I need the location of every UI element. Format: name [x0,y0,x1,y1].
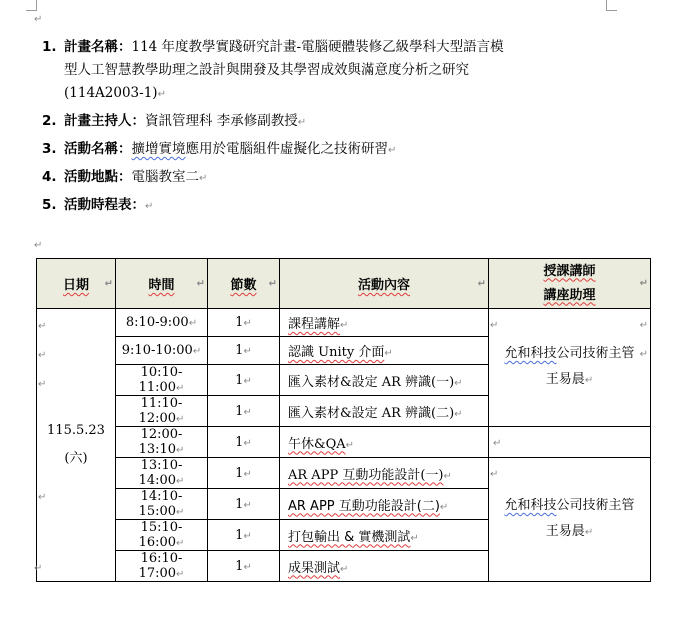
item-number: 1. [42,39,57,55]
time-cell: 12:00-13:10↵ [116,427,208,458]
lecturer-cell-empty: ↵ [489,427,651,458]
lecturer-cell-morning: 允和科技公司技術主管 王易晨↵ ↵ ↵ ↵ [489,309,651,427]
time-cell: 13:10-14:00↵ [116,458,208,489]
activity-cell: 匯入素材&設定 AR 辨識(一)↵ [280,365,489,396]
paragraph-mark: ↵ [297,117,307,128]
time-cell: 10:10-11:00↵ [116,365,208,396]
paragraph-mark: ↵ [268,278,277,289]
weekday-value: (六) [64,451,88,466]
periods-cell: 1↵ [208,365,280,396]
activity-cell: 午休&QA↵ [280,427,489,458]
activity-cell: AR APP 互動功能設計(一)↵ [280,458,489,489]
paragraph-mark: ↵ [388,145,397,156]
paragraph-mark: ↵ [34,563,43,574]
header-assistant-label: 講座助理 [543,287,596,303]
item-label: 計畫名稱： [64,39,132,55]
periods-cell: 1↵ [208,489,280,520]
periods-cell: 1↵ [208,458,280,489]
schedule-table [36,258,651,582]
activity-cell: 匯入素材&設定 AR 辨識(二)↵ [280,396,489,427]
paragraph-mark: ↵ [196,278,205,289]
periods-cell: 1↵ [208,551,280,582]
item-number: 4. [42,169,57,185]
activity-cell: 認識 Unity 介面↵ [280,337,489,365]
host-value: 資訊管理科 李承修副教授 [145,113,298,129]
paragraph-mark: ↵ [199,173,208,184]
plan-name-line-2: 型人工智慧教學助理之設計與開發及其學習成效與滿意度分析之研究 [64,62,469,78]
table-header-row [37,259,651,309]
periods-cell: 1↵ [208,427,280,458]
location-value: 電腦教室二 [131,169,199,185]
paragraph-mark: ↵ [104,278,113,289]
plan-info-list [42,36,602,222]
activity-name-rest: 應用於電腦組件虛擬化之技術研習 [185,141,388,157]
periods-cell: 1↵ [208,309,280,337]
paragraph-mark: ↵ [639,277,648,289]
header-activity: 活動內容 ↵ [280,259,489,309]
paragraph-mark: ↵ [157,89,166,100]
time-cell: 16:10-17:00↵ [116,551,208,582]
header-lecturer-label: 授課講師 [543,263,596,279]
lecturer-cell-afternoon: 允和科技公司技術主管 王易晨↵ ↵ [489,458,651,582]
paragraph-mark: ↵ [477,278,486,289]
header-lecturer [489,259,651,309]
periods-cell: 1↵ [208,396,280,427]
table-row [37,427,651,458]
list-item-location [42,166,602,190]
lecturer-name: 王易晨 [545,372,585,387]
list-item-plan-name [42,36,602,106]
time-cell: 14:10-15:00↵ [116,489,208,520]
periods-cell: 1↵ [208,337,280,365]
item-label: 活動地點： [64,169,132,185]
list-item-schedule [42,194,602,218]
item-number: 2. [42,113,57,129]
activity-name-highlight: 擴增實境 [131,141,186,157]
time-cell: 11:10-12:00↵ [116,396,208,427]
item-number: 5. [42,197,57,213]
header-time: 時間 ↵ [116,259,208,309]
page-corner-mark-left [26,0,37,11]
activity-cell: 打包輸出 & 實機測試↵ [280,520,489,551]
lecturer-title: 公司技術主管 [556,498,635,513]
paragraph-mark: ↵ [145,201,154,212]
lecturer-title: 公司技術主管 [556,346,635,361]
time-cell: 15:10-16:00↵ [116,520,208,551]
item-label: 活動名稱： [64,141,132,157]
lecturer-name: 王易晨 [545,524,585,539]
activity-cell: 成果測試↵ [280,551,489,582]
lecturer-company: 允和科技 [504,498,557,513]
lecturer-company: 允和科技 [504,346,557,361]
list-item-host [42,110,602,134]
plan-name-line-3: (114A2003-1) [64,85,158,101]
date-cell: 115.5.23 (六) ↵ ↵ ↵ ↵ [37,309,116,582]
activity-cell: 課程講解↵ [280,309,489,337]
item-number: 3. [42,141,57,157]
date-value: 115.5.23 [47,423,105,438]
header-periods: 節數 ↵ [208,259,280,309]
list-item-activity-name [42,138,602,162]
activity-cell: AR APP 互動功能設計(二)↵ [280,489,489,520]
periods-cell: 1↵ [208,520,280,551]
time-cell: 8:10-9:00↵ [116,309,208,337]
table-row [37,309,651,337]
page-corner-mark-right [606,0,617,11]
time-cell: 9:10-10:00↵ [116,337,208,365]
table-row [37,458,651,489]
item-label: 活動時程表： [64,197,145,213]
paragraph-mark: ↵ [34,14,43,25]
plan-name-line-1: 114 年度教學實踐研究計畫-電腦硬體裝修乙級學科大型語言模 [131,39,504,55]
item-label: 計畫主持人： [64,113,145,129]
paragraph-mark: ↵ [34,240,43,251]
header-date: 日期 ↵ [37,259,116,309]
